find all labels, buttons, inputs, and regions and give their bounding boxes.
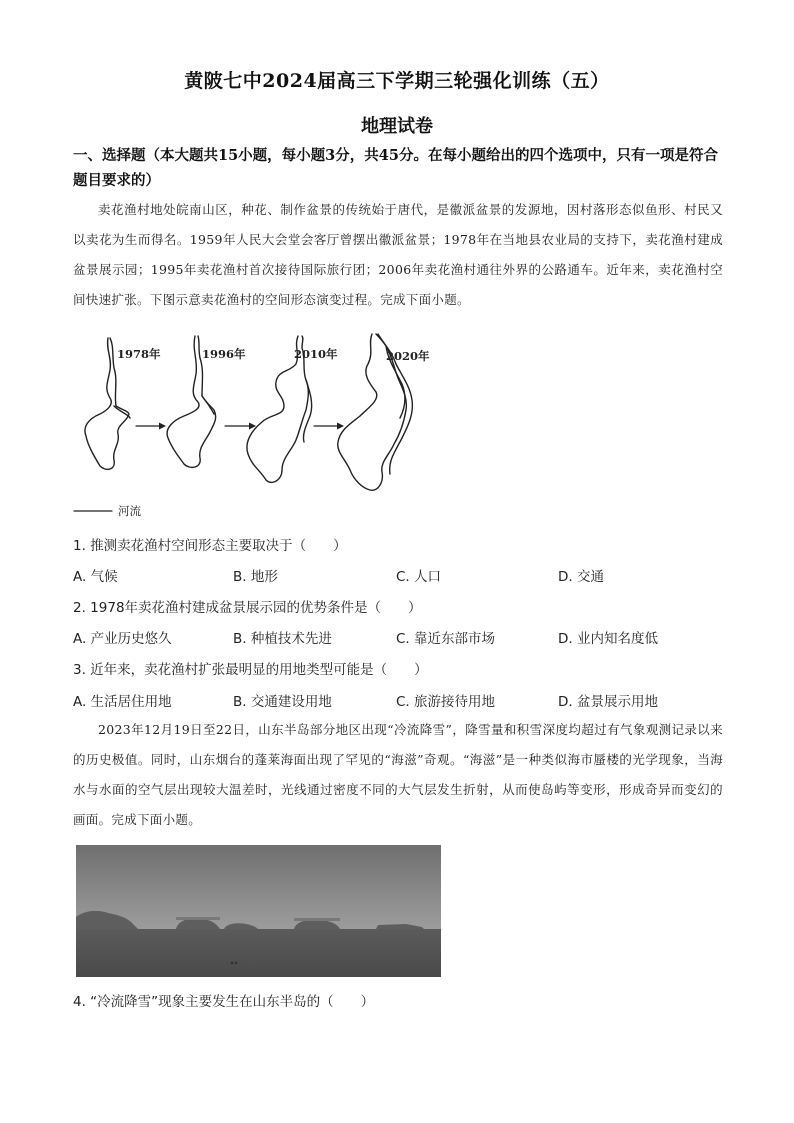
question-1-option-c[interactable]: C. 人口 bbox=[396, 569, 442, 585]
question-3-option-c[interactable]: C. 旅游接待用地 bbox=[396, 694, 496, 710]
question-3-option-d[interactable]: D. 盆景展示用地 bbox=[558, 694, 658, 710]
question-1-option-a[interactable]: A. 气候 bbox=[73, 569, 118, 585]
question-2-stem: 2. 1978年卖花渔村建成盆景展示园的优势条件是（ ） bbox=[73, 600, 422, 616]
question-4-stem: 4. “冷流降雪”现象主要发生在山东半岛的（ ） bbox=[73, 994, 375, 1010]
year-label-1978: 1978年 bbox=[117, 347, 161, 361]
question-3-options bbox=[73, 690, 723, 710]
question-2-option-b[interactable]: B. 种植技术先进 bbox=[233, 631, 332, 647]
question-1-options bbox=[73, 565, 723, 585]
year-label-2020: 2020年 bbox=[386, 349, 430, 363]
exam-title: 黄陂七中2024届高三下学期三轮强化训练（五） bbox=[184, 70, 610, 92]
year-label-1996: 1996年 bbox=[202, 347, 246, 361]
question-2-options bbox=[73, 627, 723, 647]
question-1-stem: 1. 推测卖花渔村空间形态主要取决于（ ） bbox=[73, 538, 347, 554]
sea-mirage-photo bbox=[76, 845, 441, 977]
question-3-option-b[interactable]: B. 交通建设用地 bbox=[233, 694, 332, 710]
passage-1: 卖花渔村地处皖南山区，种花、制作盆景的传统始于唐代，是徽派盆景的发源地，因村落形态似鱼形、村民又以卖花为生而得名。1959年人民大会堂会客厅曾摆出徽派盆景；1978年在当地县农业局的支持下，卖花渔村建成盆景展示园；1995年卖花渔村首次接待国际旅行团；2006年卖花渔村通往外界的公路通车。近年来，卖花渔村空间快速扩张。下图示意卖花渔村的空间形态演变过程。完成下面小题。 bbox=[73, 202, 723, 307]
question-3-option-a[interactable]: A. 生活居住用地 bbox=[73, 694, 172, 710]
passage-2: 2023年12月19日至22日，山东半岛部分地区出现“冷流降雪”，降雪量和积雪深度均超过有气象观测记录以来的历史极值。同时，山东烟台的蓬莱海面出现了罕见的“海滋”奇观。“海滋”是一种类似海市蜃楼的光学现象，当海水与水面的空气层出现较大温差时，光线通过密度不同的大气层发生折射，从而使岛屿等变形，形成奇异而变幻的画面。完成下面小题。 bbox=[73, 722, 723, 827]
question-2-option-c[interactable]: C. 靠近东部市场 bbox=[396, 631, 496, 647]
year-label-2010: 2010年 bbox=[294, 347, 338, 361]
question-2-option-a[interactable]: A. 产业历史悠久 bbox=[73, 631, 172, 647]
question-2-option-d[interactable]: D. 业内知名度低 bbox=[558, 631, 658, 647]
question-3-stem: 3. 近年来，卖花渔村扩张最明显的用地类型可能是（ ） bbox=[73, 662, 428, 678]
legend-river-label: 河流 bbox=[118, 504, 141, 518]
section-heading: 一、选择题（本大题共15小题，每小题3分，共45分。在每小题给出的四个选项中，只有一项是符合题目要求的） bbox=[73, 147, 718, 189]
village-evolution-figure bbox=[70, 330, 450, 520]
question-1-option-d[interactable]: D. 交通 bbox=[558, 569, 604, 585]
question-1-option-b[interactable]: B. 地形 bbox=[233, 569, 278, 585]
exam-subtitle: 地理试卷 bbox=[361, 116, 433, 137]
